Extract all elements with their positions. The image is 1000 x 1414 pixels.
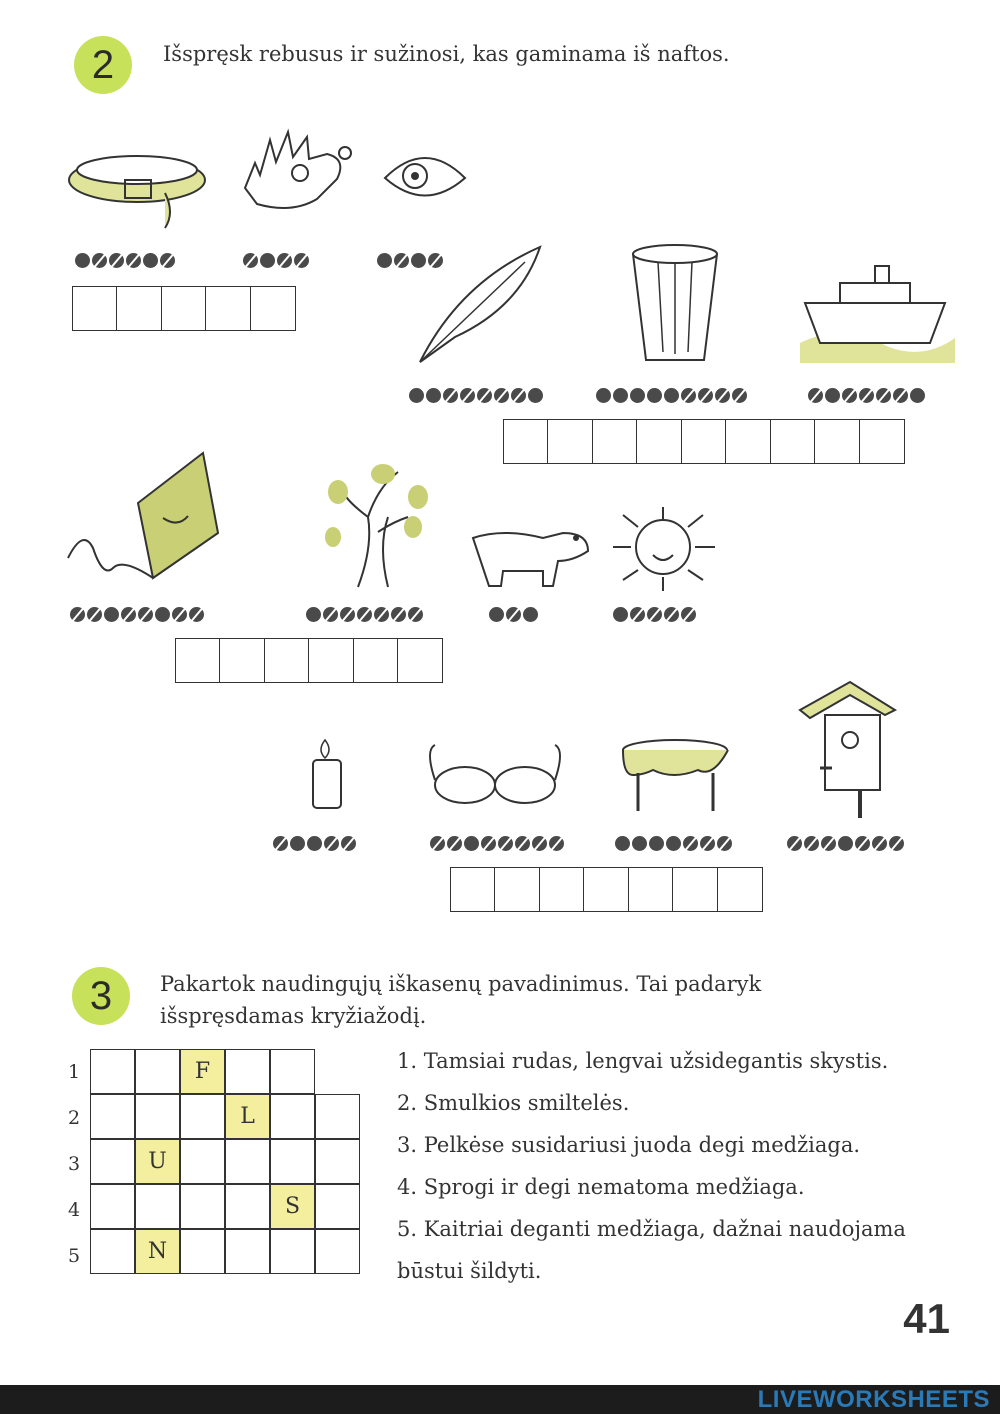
crossword-cell[interactable]	[315, 1094, 360, 1139]
answer-cell[interactable]	[353, 638, 399, 683]
crossword-cell-key[interactable]: U	[135, 1139, 180, 1184]
clue: 2. Smulkios smiltelės.	[397, 1091, 630, 1115]
kite-icon	[68, 443, 233, 593]
crossword-cell[interactable]	[225, 1229, 270, 1274]
answer-cell[interactable]	[175, 638, 221, 683]
rebus-code-sun	[613, 603, 696, 625]
answer-cell[interactable]	[725, 419, 771, 464]
answer-cell[interactable]	[636, 419, 682, 464]
table-icon	[618, 738, 733, 813]
crossword-cell[interactable]	[180, 1094, 225, 1139]
crossword-cell[interactable]	[270, 1229, 315, 1274]
answer-cell[interactable]	[681, 419, 727, 464]
crossword-clues	[397, 1040, 957, 1292]
task-3-instruction	[160, 968, 761, 1032]
tree-icon	[318, 462, 438, 592]
task-2-badge: 2	[74, 36, 132, 94]
crossword-cell[interactable]	[315, 1139, 360, 1184]
row-number: 3	[67, 1153, 81, 1175]
clue: 5. Kaitriai deganti medžiaga, dažnai naudojama būstui šildyti.	[397, 1217, 906, 1283]
rebus-code-kite	[70, 603, 204, 625]
rebus-code-ship	[808, 384, 925, 406]
page-number: 41	[903, 1295, 950, 1342]
crossword-cell[interactable]	[180, 1184, 225, 1229]
crossword-cell[interactable]	[225, 1049, 270, 1094]
crossword-cell-key[interactable]: S	[270, 1184, 315, 1229]
sun-icon	[608, 505, 723, 595]
crossword-cell[interactable]	[135, 1184, 180, 1229]
row-number: 2	[67, 1107, 81, 1129]
crossword-cell[interactable]	[270, 1139, 315, 1184]
crossword-cell[interactable]	[90, 1229, 135, 1274]
crossword-cell[interactable]	[90, 1139, 135, 1184]
hedgehog-icon	[235, 128, 355, 223]
rebus-code-glasses	[430, 832, 564, 854]
answer-cell[interactable]	[717, 867, 763, 912]
task-3-instruction-line-2: išspręsdamas kryžiažodį.	[160, 1004, 427, 1028]
answer-grid-2	[504, 419, 905, 464]
answer-cell[interactable]	[859, 419, 905, 464]
answer-cell[interactable]	[264, 638, 310, 683]
rebus-code-candle	[273, 832, 356, 854]
crossword-cell[interactable]	[90, 1049, 135, 1094]
crossword-cell[interactable]	[225, 1184, 270, 1229]
crossword-cell[interactable]	[315, 1184, 360, 1229]
crossword-cell[interactable]	[90, 1184, 135, 1229]
answer-cell[interactable]	[161, 286, 207, 331]
rebus-code-hedgehog	[243, 249, 309, 271]
answer-cell[interactable]	[205, 286, 251, 331]
crossword-cell[interactable]	[225, 1139, 270, 1184]
crossword-cell-key[interactable]: N	[135, 1229, 180, 1274]
answer-cell[interactable]	[503, 419, 549, 464]
glasses-icon	[425, 735, 565, 807]
rebus-code-feather	[409, 384, 543, 406]
row-number: 4	[67, 1199, 81, 1221]
glass-icon	[628, 242, 723, 367]
answer-cell[interactable]	[583, 867, 629, 912]
answer-cell[interactable]	[628, 867, 674, 912]
eye-icon	[380, 138, 470, 218]
rebus-code-belt	[75, 249, 175, 271]
answer-cell[interactable]	[592, 419, 638, 464]
answer-cell[interactable]	[547, 419, 593, 464]
answer-grid-3	[176, 638, 443, 683]
row-number: 5	[67, 1245, 81, 1267]
crossword-cell-key[interactable]: L	[225, 1094, 270, 1139]
answer-grid-4	[451, 867, 763, 912]
clue: 4. Sprogi ir degi nematoma medžiaga.	[397, 1175, 805, 1199]
task-3-badge: 3	[72, 967, 130, 1025]
rebus-code-tree	[306, 603, 423, 625]
crossword-cell[interactable]	[315, 1229, 360, 1274]
candle-icon	[305, 738, 350, 813]
answer-cell[interactable]	[116, 286, 162, 331]
dog-icon	[468, 518, 593, 590]
belt-icon	[65, 138, 215, 233]
answer-cell[interactable]	[308, 638, 354, 683]
crossword-cell[interactable]	[90, 1094, 135, 1139]
crossword-cell[interactable]	[270, 1049, 315, 1094]
crossword-cell[interactable]	[270, 1094, 315, 1139]
rebus-code-glass	[596, 384, 747, 406]
liveworksheets-watermark: LIVEWORKSHEETS	[757, 1386, 990, 1413]
crossword-cell[interactable]	[180, 1139, 225, 1184]
rebus-code-table	[615, 832, 732, 854]
birdhouse-icon	[790, 680, 900, 818]
crossword-cell-key[interactable]: F	[180, 1049, 225, 1094]
crossword-cell[interactable]	[135, 1094, 180, 1139]
answer-cell[interactable]	[814, 419, 860, 464]
rebus-code-birdhouse	[787, 832, 904, 854]
crossword-cell[interactable]	[180, 1229, 225, 1274]
row-number: 1	[67, 1061, 81, 1083]
answer-cell[interactable]	[450, 867, 496, 912]
answer-grid-1	[73, 286, 296, 331]
answer-cell[interactable]	[770, 419, 816, 464]
answer-cell[interactable]	[250, 286, 296, 331]
task-3-instruction-line-1: Pakartok naudingųjų iškasenų pavadinimus. Tai padaryk	[160, 972, 762, 996]
rebus-code-dog	[489, 603, 538, 625]
answer-cell[interactable]	[494, 867, 540, 912]
answer-cell[interactable]	[219, 638, 265, 683]
answer-cell[interactable]	[539, 867, 585, 912]
answer-cell[interactable]	[672, 867, 718, 912]
clue: 3. Pelkėse susidariusi juoda degi medžiaga.	[397, 1133, 861, 1157]
clue: 1. Tamsiai rudas, lengvai užsidegantis skystis.	[397, 1049, 889, 1073]
answer-cell[interactable]	[397, 638, 443, 683]
task-2-instruction: Išspręsk rebusus ir sužinosi, kas gaminama iš naftos.	[163, 42, 730, 66]
crossword-cell[interactable]	[135, 1049, 180, 1094]
ship-icon	[800, 263, 955, 363]
feather-icon	[410, 242, 545, 367]
answer-cell[interactable]	[72, 286, 118, 331]
